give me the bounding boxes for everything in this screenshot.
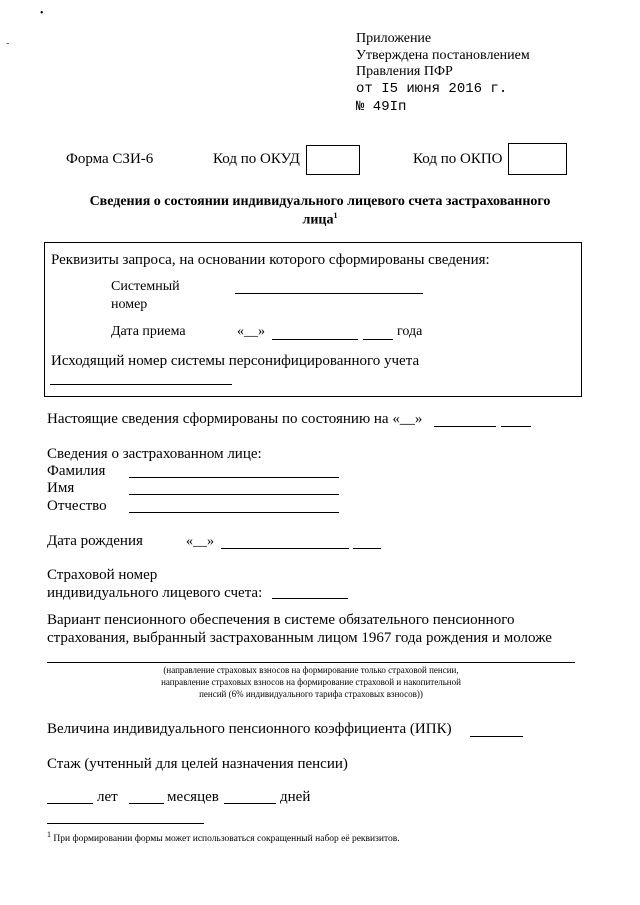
footnote-ref: 1 xyxy=(333,211,338,220)
birth-date-label: Дата рождения xyxy=(47,533,143,549)
receipt-year-field[interactable] xyxy=(363,339,393,340)
approval-date: от I5 июня 2016 г. xyxy=(356,81,508,97)
footnote xyxy=(47,830,400,844)
as-of-year-field[interactable] xyxy=(501,426,531,427)
form-name: Форма СЗИ-6 xyxy=(66,151,154,167)
surname-field[interactable] xyxy=(129,477,339,478)
as-of-month-field[interactable] xyxy=(434,426,496,427)
insurance-number-field[interactable] xyxy=(272,598,348,599)
experience-months-label: месяцев xyxy=(167,789,219,805)
insurance-number-label-2: индивидуального лицевого счета: xyxy=(47,585,263,601)
ipk-label: Величина индивидуального пенсионного коэффициента (ИПК) xyxy=(47,721,452,737)
receipt-day-quote: «__» xyxy=(237,324,265,339)
document-title-word: лица xyxy=(302,212,334,228)
pension-option-note xyxy=(47,664,575,700)
as-of-label: Настоящие сведения сформированы по состоянию на «__» xyxy=(47,411,423,427)
insured-heading: Сведения о застрахованном лице: xyxy=(47,446,262,462)
patronymic-label: Отчество xyxy=(47,498,107,514)
document-title-line1: Сведения о состоянии индивидуального лицевого счета застрахованного xyxy=(89,194,551,209)
system-number-label-2: номер xyxy=(111,297,148,312)
birth-year-field[interactable] xyxy=(353,548,381,549)
name-label: Имя xyxy=(47,480,75,496)
birth-month-field[interactable] xyxy=(221,548,349,549)
insurance-number-label-1: Страховой номер xyxy=(47,567,158,583)
experience-years-field[interactable] xyxy=(47,803,93,804)
system-number-label-1: Системный xyxy=(111,279,180,294)
document-title-line2 xyxy=(0,211,640,229)
pension-option-line2: страхования, выбранный застрахованным лицом 1967 года рождения и моложе xyxy=(47,630,552,646)
surname-label: Фамилия xyxy=(47,463,106,479)
corner-mark: • xyxy=(40,8,44,19)
experience-years-label: лет xyxy=(97,789,118,805)
system-number-field[interactable] xyxy=(235,293,423,294)
approval-line2: Утверждена постановлением xyxy=(356,48,530,63)
okpo-label: Код по ОКПО xyxy=(413,151,503,167)
receipt-date-label: Дата приема xyxy=(111,324,186,339)
patronymic-field[interactable] xyxy=(129,512,339,513)
outgoing-number-field[interactable] xyxy=(50,384,232,385)
okpo-code-field[interactable] xyxy=(508,143,567,175)
approval-line1: Приложение xyxy=(356,31,432,46)
footnote-separator xyxy=(47,823,204,824)
receipt-month-field[interactable] xyxy=(272,339,358,340)
request-heading: Реквизиты запроса, на основании которого сформированы сведения: xyxy=(51,252,490,268)
name-field[interactable] xyxy=(129,494,339,495)
experience-days-field[interactable] xyxy=(224,803,276,804)
pension-option-line1: Вариант пенсионного обеспечения в системе обязательного пенсионного xyxy=(47,612,515,628)
experience-label: Стаж (учтенный для целей назначения пенсии) xyxy=(47,756,348,772)
experience-days-label: дней xyxy=(280,789,311,805)
pension-option-note-3: пенсий (6% индивидуального тарифа страховых взносов)) xyxy=(199,689,423,699)
birth-day-quote: «__» xyxy=(186,534,214,549)
pension-option-field[interactable] xyxy=(47,662,575,663)
okud-label: Код по ОКУД xyxy=(213,151,300,167)
ipk-field[interactable] xyxy=(470,736,523,737)
approval-line3: Правления ПФР xyxy=(356,64,453,79)
pension-option-note-1: (направление страховых взносов на формирование только страховой пенсии, xyxy=(163,665,459,675)
pension-option-note-2: направление страховых взносов на формирование страховой и накопительной xyxy=(161,677,461,687)
footnote-text: При формировании формы может использоваться сокращенный набор её реквизитов. xyxy=(53,834,400,845)
footnote-marker: 1 xyxy=(47,830,51,839)
outgoing-number-label: Исходящий номер системы персонифицированного учета xyxy=(51,353,420,369)
okud-code-field[interactable] xyxy=(306,145,360,175)
approval-number: № 49Iп xyxy=(356,99,407,115)
receipt-year-suffix: года xyxy=(397,324,423,339)
edge-mark: - xyxy=(6,38,10,49)
experience-months-field[interactable] xyxy=(129,803,164,804)
